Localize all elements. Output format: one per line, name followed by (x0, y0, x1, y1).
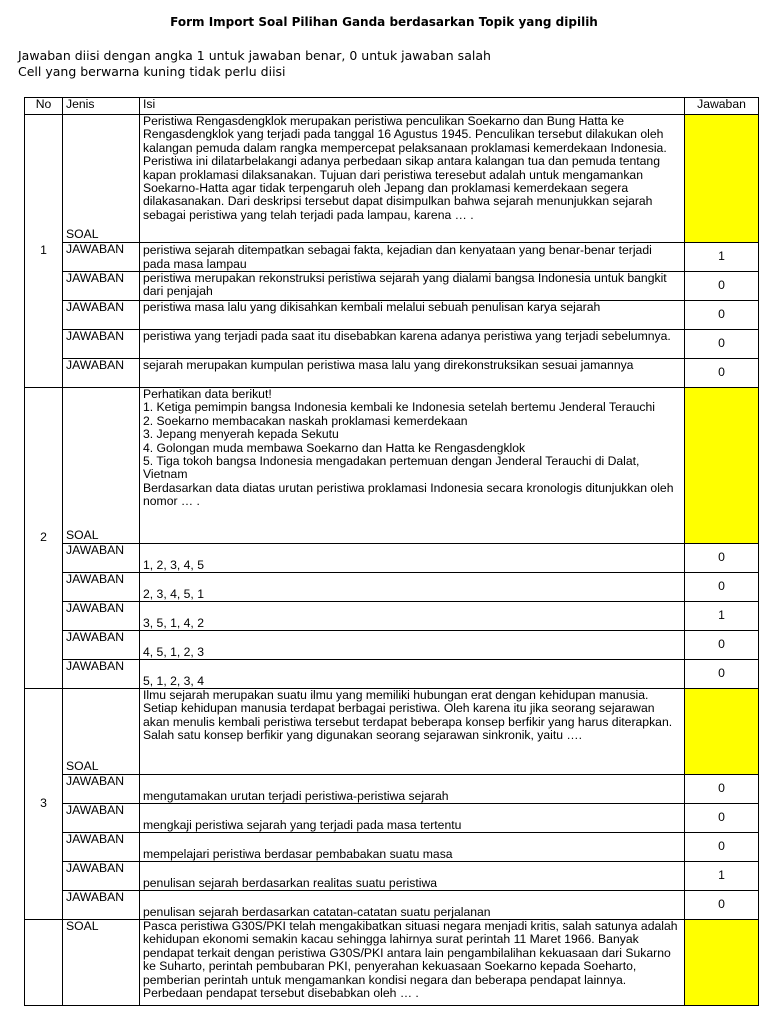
row-type: SOAL (63, 920, 140, 1006)
row-type: JAWABAN (63, 544, 140, 573)
table-row (25, 631, 759, 660)
row-type: JAWABAN (63, 660, 140, 689)
row-type: JAWABAN (63, 573, 140, 602)
table-row (25, 301, 759, 330)
row-type: JAWABAN (63, 631, 140, 660)
answer-cell-disabled (685, 689, 759, 775)
row-type: SOAL (63, 115, 140, 243)
row-type: SOAL (63, 388, 140, 544)
question-number: 2 (25, 388, 63, 689)
table-row (25, 272, 759, 301)
table-row (25, 115, 759, 243)
answer-value[interactable]: 0 (685, 544, 759, 573)
answer-cell-disabled (685, 115, 759, 243)
row-type: JAWABAN (63, 891, 140, 920)
answer-value[interactable]: 0 (685, 804, 759, 833)
table-row (25, 891, 759, 920)
instruction-answer: Jawaban diisi dengan angka 1 untuk jawaban benar, 0 untuk jawaban salah (18, 48, 491, 63)
answer-cell-disabled (685, 388, 759, 544)
answer-text[interactable]: 2, 3, 4, 5, 1 (140, 573, 685, 602)
answer-text[interactable]: penulisan sejarah berdasarkan realitas suatu peristiwa (140, 862, 685, 891)
answer-text[interactable]: peristiwa sejarah ditempatkan sebagai fakta, kejadian dan kenyataan yang benar-benar terjadi pada masa lampau (140, 243, 685, 272)
answer-value[interactable]: 0 (685, 301, 759, 330)
table-row (25, 359, 759, 388)
table-header-row (25, 98, 759, 115)
answer-text[interactable]: peristiwa yang terjadi pada saat itu disebabkan karena adanya peristiwa yang terjadi sebelumnya. (140, 330, 685, 359)
answer-value[interactable]: 0 (685, 272, 759, 301)
row-type: SOAL (63, 689, 140, 775)
row-type: JAWABAN (63, 833, 140, 862)
answer-text[interactable]: peristiwa merupakan rekonstruksi peristiwa sejarah yang dialami bangsa Indonesia untuk bangkit dari penjajah (140, 272, 685, 301)
question-table (24, 97, 759, 1006)
answer-value[interactable]: 0 (685, 631, 759, 660)
table-row (25, 330, 759, 359)
table-row (25, 804, 759, 833)
instruction-yellow: Cell yang berwarna kuning tidak perlu diisi (18, 64, 286, 79)
answer-text[interactable]: 3, 5, 1, 4, 2 (140, 602, 685, 631)
answer-value[interactable]: 0 (685, 660, 759, 689)
answer-value[interactable]: 0 (685, 573, 759, 602)
row-type: JAWABAN (63, 272, 140, 301)
question-text[interactable] (140, 388, 685, 544)
answer-value[interactable]: 1 (685, 862, 759, 891)
row-type: JAWABAN (63, 330, 140, 359)
answer-value[interactable]: 0 (685, 833, 759, 862)
table-row (25, 833, 759, 862)
row-type: JAWABAN (63, 775, 140, 804)
question-line: 4. Golongan muda membawa Soekarno dan Hatta ke Rengasdengklok (143, 440, 526, 455)
question-number: 1 (25, 115, 63, 388)
question-text[interactable]: Peristiwa Rengasdengklok merupakan peristiwa penculikan Soekarno dan Bung Hatta ke Rengasdengklok yang terjadi pada tanggal 16 Agustus 1945. Penculikan tersebut dilakukan oleh kalangan pemuda dalam rangka mempercepat pelaksanaan proklamasi kemerdekaan Indonesia. Peristiwa ini dilatarbelakangi adanya perbedaan sikap antara kalangan tua dan pemuda tentang kapan proklamasi dilaksanakan. Tujuan dari peristiwa teresebut adalah untuk mengamankan Soekarno-Hatta agar tidak terpengaruh oleh Jepang dan proklamasi kemerdekaan segera dilakasanakan. Dari deskripsi tersebut dapat disimpulkan bahwa sejarah menunjukkan sejarah sebagai peristiwa yang telah terjadi pada lampau, karena … . (140, 115, 685, 243)
table-row (25, 660, 759, 689)
row-type: JAWABAN (63, 804, 140, 833)
answer-text[interactable]: mengutamakan urutan terjadi peristiwa-peristiwa sejarah (140, 775, 685, 804)
header-jenis: Jenis (63, 98, 140, 115)
row-type: JAWABAN (63, 862, 140, 891)
answer-text[interactable]: mengkaji peristiwa sejarah yang terjadi pada masa tertentu (140, 804, 685, 833)
question-line: 2. Soekarno membacakan naskah proklamasi kemerdekaan (143, 413, 468, 428)
answer-value[interactable]: 0 (685, 891, 759, 920)
answer-text[interactable]: peristiwa masa lalu yang dikisahkan kembali melalui sebuah penulisan karya sejarah (140, 301, 685, 330)
answer-value[interactable]: 1 (685, 243, 759, 272)
question-text[interactable]: Pasca peristiwa G30S/PKI telah mengakibatkan situasi negara menjadi kritis, salah satunya adalah kehidupan ekonomi semakin kacau sehingga lahirnya surat perintah 11 Maret 1966. Banyak pendapat terkait dengan peristiwa G30S/PKI antara lain pengambilalihan kekuasaan dari Sukarno ke Suharto, perintah pembubaran PKI, penyerahan kekuasaan Soekarno kepada Soeharto, pemberian perintah untuk mengamankan kondisi negara dan beberapa pendapat lainnya. Perbedaan pendapat tersebut disebabkan oleh … . (140, 920, 685, 1006)
table-row (25, 573, 759, 602)
answer-cell-disabled (685, 920, 759, 1006)
question-number (25, 920, 63, 1006)
row-type: JAWABAN (63, 359, 140, 388)
question-line: 3. Jepang menyerah kepada Sekutu (143, 427, 339, 442)
table-row (25, 689, 759, 775)
row-type: JAWABAN (63, 243, 140, 272)
row-type: JAWABAN (63, 602, 140, 631)
answer-text[interactable]: mempelajari peristiwa berdasar pembabakan suatu masa (140, 833, 685, 862)
answer-value[interactable]: 0 (685, 330, 759, 359)
question-line: Berdasarkan data diatas urutan peristiwa proklamasi Indonesia secara kronologis ditunjukkan oleh nomor … . (143, 480, 674, 509)
answer-value[interactable]: 0 (685, 359, 759, 388)
table-row (25, 920, 759, 1006)
question-line: Perhatikan data berikut! (143, 387, 272, 401)
answer-text[interactable]: 1, 2, 3, 4, 5 (140, 544, 685, 573)
answer-value[interactable]: 1 (685, 602, 759, 631)
question-text[interactable]: Ilmu sejarah merupakan suatu ilmu yang memiliki hubungan erat dengan kehidupan manusia. Setiap kehidupan manusia terdapat berbagai peristiwa. Oleh karena itu jika seorang sejarawan akan menulis kembali peristiwa tersebut terdapat beberapa konsep berfikir yang harus diterapkan. Salah satu konsep berfikir yang digunakan seorang sejarawan sinkronik, yaitu …. (140, 689, 685, 775)
header-isi: Isi (140, 98, 685, 115)
question-number: 3 (25, 689, 63, 920)
question-line: 5. Tiga tokoh bangsa Indonesia mengadakan pertemuan dengan Jenderal Terauchi di Dalat, Vietnam (143, 454, 640, 482)
table-row (25, 602, 759, 631)
table-row (25, 775, 759, 804)
question-line: 1. Ketiga pemimpin bangsa Indonesia kembali ke Indonesia setelah bertemu Jenderal Terauchi (143, 400, 655, 415)
header-jawaban: Jawaban (685, 98, 759, 115)
answer-text[interactable]: penulisan sejarah berdasarkan catatan-catatan suatu perjalanan (140, 891, 685, 920)
answer-text[interactable]: 4, 5, 1, 2, 3 (140, 631, 685, 660)
table-row (25, 862, 759, 891)
header-no: No (25, 98, 63, 115)
answer-text[interactable]: 5, 1, 2, 3, 4 (140, 660, 685, 689)
form-title: Form Import Soal Pilihan Ganda berdasarkan Topik yang dipilih (170, 15, 598, 29)
table-row (25, 243, 759, 272)
row-type: JAWABAN (63, 301, 140, 330)
table-row (25, 544, 759, 573)
answer-value[interactable]: 0 (685, 775, 759, 804)
table-row (25, 388, 759, 544)
answer-text[interactable]: sejarah merupakan kumpulan peristiwa masa lalu yang direkonstruksikan sesuai jamannya (140, 359, 685, 388)
